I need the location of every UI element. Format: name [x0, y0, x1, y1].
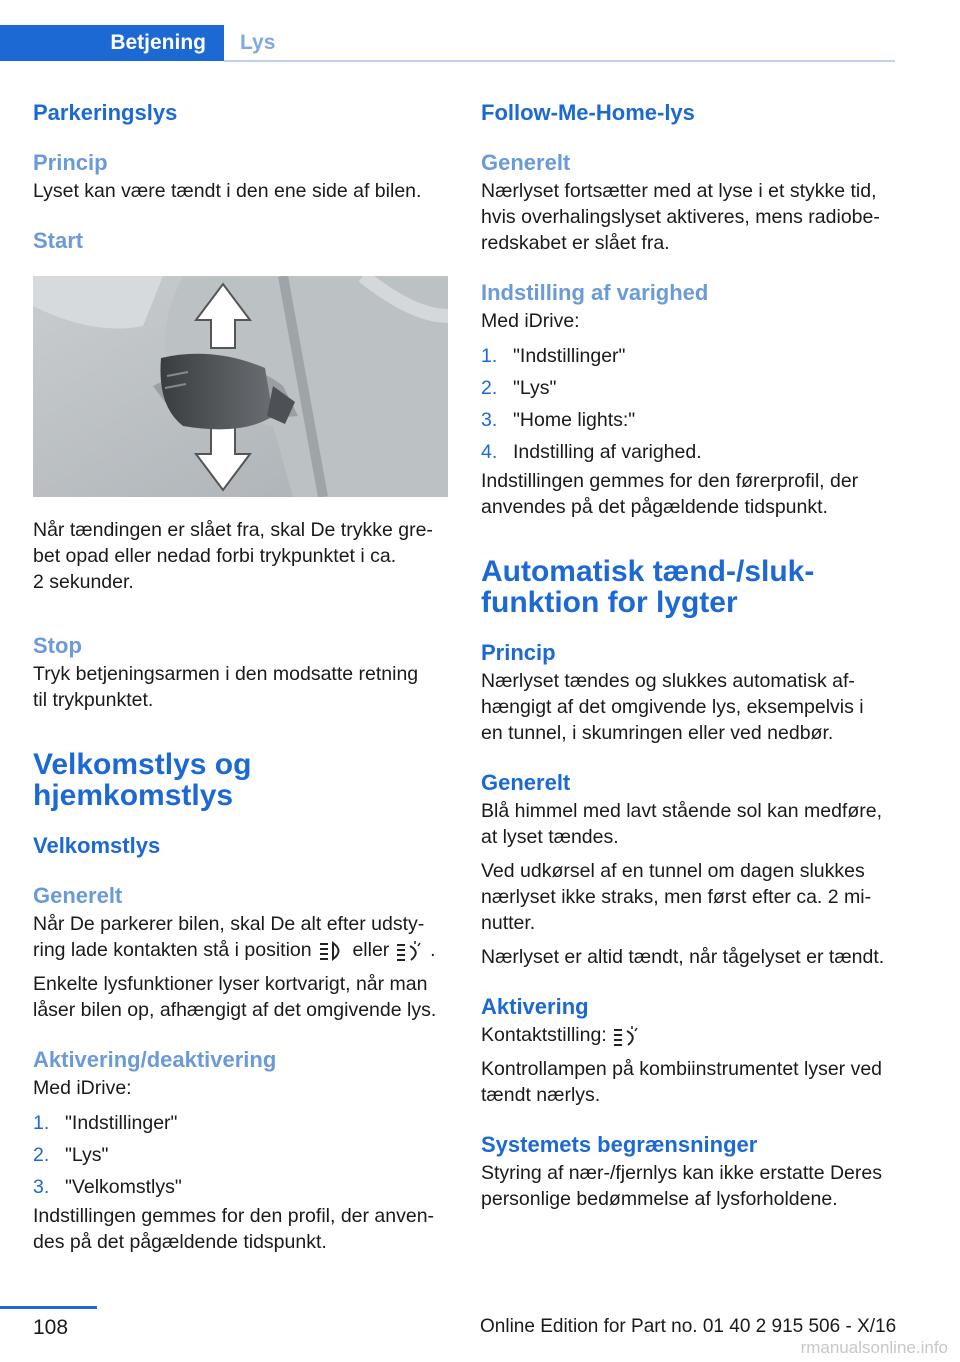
- tab-lys: Lys: [240, 31, 276, 54]
- list-item: 4. Indstilling af varighed.: [481, 441, 702, 463]
- auto-light-icon: [395, 940, 425, 962]
- heading-princip: Princip: [33, 150, 108, 175]
- text-generelt-2c: Nærlyset er altid tændt, når tågelyset er tændt.: [481, 946, 885, 968]
- steps-list-home-lights: [481, 340, 901, 468]
- text-generelt: Nærlyset fortsætter med at lyse i et stykke tid, hvis overhalingslyset aktiveres, mens radiobe- redskabet er slået fra.: [481, 180, 880, 254]
- heading-aktivering-deaktivering: Aktivering/deaktivering: [33, 1047, 277, 1072]
- edition-note: Online Edition for Part no. 01 40 2 915 506 - X/16: [480, 1316, 897, 1337]
- footer-accent-line: [0, 1306, 97, 1309]
- heading-automatisk-taend-sluk: Automatisk tænd-/sluk- funktion for lygter: [481, 555, 815, 619]
- list-item: 2. "Lys": [481, 377, 557, 399]
- heading-princip: Princip: [481, 640, 556, 665]
- parking-light-icon: [317, 940, 347, 962]
- auto-light-icon: [612, 1025, 642, 1047]
- text-generelt-2a: Blå himmel med lavt stående sol kan medføre, at lyset tændes.: [481, 800, 883, 848]
- text-generelt-b: Enkelte lysfunktioner lyser kortvarigt, når man låser bilen op, afhængigt af det omgivende lys.: [33, 973, 437, 1021]
- text-gemmes: Indstillingen gemmes for den førerprofil, der anvendes på det pågældende tidspunkt.: [481, 470, 859, 518]
- text-idrive: Med iDrive:: [33, 1077, 132, 1099]
- text-start: Når tændingen er slået fra, skal De trykke gre- bet opad eller nedad forbi trykpunktet i ca. 2 sekunder.: [33, 519, 433, 593]
- right-column: [481, 98, 901, 1212]
- text-generelt-end: .: [430, 939, 436, 961]
- text-kontaktstilling: [481, 1022, 901, 1048]
- tab-betjening: Betjening: [0, 25, 224, 61]
- page-number: 108: [33, 1316, 69, 1339]
- text-kontaktstilling-label: Kontaktstilling:: [481, 1024, 607, 1046]
- text-princip: Nærlyset tændes og slukkes automatisk af- hængigt af det omgivende lys, eksempelvis i en tunnel, i skumringen eller ved nedbør.: [481, 670, 864, 744]
- heading-velkomstlys-og-hjemkomstlys: Velkomstlys og hjemkomstlys: [33, 748, 252, 812]
- heading-generelt: Generelt: [33, 883, 123, 908]
- list-item: 3. "Velkomstlys": [33, 1176, 182, 1198]
- text-kontrollampe: Kontrollampen på kombiinstrumentet lyser ved tændt nærlys.: [481, 1058, 883, 1106]
- heading-velkomstlys: Velkomstlys: [33, 833, 161, 858]
- heading-start: Start: [33, 228, 84, 253]
- text-gemmes: Indstillingen gemmes for den profil, der anven- des på det pågældende tidspunkt.: [33, 1205, 435, 1253]
- heading-follow-me-home: Follow-Me-Home-lys: [481, 100, 695, 125]
- heading-generelt: Generelt: [481, 150, 571, 175]
- text-stop: Tryk betjeningsarmen i den modsatte retning til trykpunktet.: [33, 663, 419, 711]
- list-item: 1. "Indstillinger": [33, 1112, 178, 1134]
- steps-list-velkomstlys: [33, 1107, 448, 1203]
- heading-systemets-begraensninger: Systemets begrænsninger: [481, 1132, 758, 1157]
- list-item: 1. "Indstillinger": [481, 345, 626, 367]
- text-idrive: Med iDrive:: [481, 310, 580, 332]
- text-princip: Lyset kan være tændt i den ene side af bilen.: [33, 180, 422, 202]
- heading-aktivering: Aktivering: [481, 994, 589, 1019]
- list-item: 2. "Lys": [33, 1144, 109, 1166]
- list-item: 3. "Home lights:": [481, 409, 636, 431]
- chapter-tabbar: [0, 25, 895, 61]
- turn-signal-lever-illustration: [33, 276, 448, 497]
- heading-indstilling-varighed: Indstilling af varighed: [481, 280, 709, 305]
- heading-parkeringslys: Parkeringslys: [33, 100, 178, 125]
- tab-divider: [224, 60, 895, 62]
- text-begraensninger: Styring af nær-/fjernlys kan ikke erstatte Deres personlige bedømmelse af lysforholdene.: [481, 1162, 882, 1210]
- left-column: [33, 98, 448, 1255]
- watermark: rmanualsonline.info: [800, 1338, 948, 1357]
- text-generelt-a: [33, 911, 448, 963]
- heading-generelt-2: Generelt: [481, 770, 571, 795]
- text-generelt-a-main: Når De parkerer bilen, skal De alt efter udsty- ring lade kontakten stå i position: [33, 913, 425, 961]
- text-generelt-eller: eller: [352, 939, 390, 961]
- text-generelt-2b: Ved udkørsel af en tunnel om dagen slukkes nærlyset ikke straks, men først efter ca. 2 mi- nutter.: [481, 860, 872, 934]
- heading-stop: Stop: [33, 633, 82, 658]
